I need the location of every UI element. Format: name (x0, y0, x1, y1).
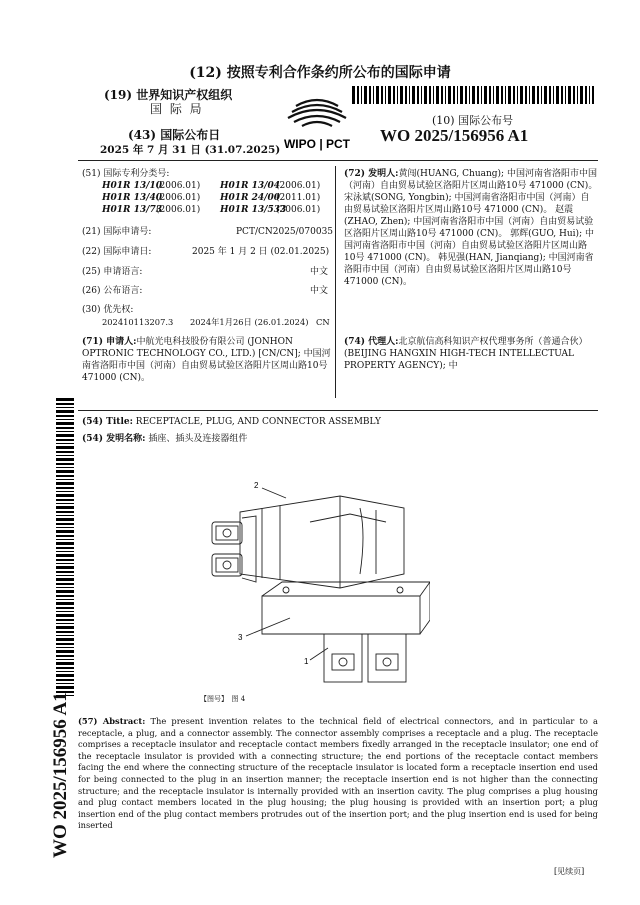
applicant-block (82, 336, 332, 384)
barcode-bar (376, 86, 379, 104)
agent-label: (74) 代理人: (344, 337, 399, 347)
side-barcode-icon (56, 398, 74, 698)
abstract (78, 716, 598, 832)
header-divider (78, 160, 598, 161)
barcode-bar (520, 86, 523, 104)
barcode-bar (585, 86, 587, 104)
barcode-bar (56, 470, 74, 473)
barcode-bar (56, 446, 74, 449)
abstract-label: (57) Abstract: (78, 716, 146, 726)
barcode-bar (477, 86, 479, 104)
barcode-bar (56, 494, 74, 497)
barcode-bar (412, 86, 415, 104)
barcode-bar (501, 86, 503, 104)
barcode-bar (56, 458, 74, 461)
barcode-bar (385, 86, 386, 104)
barcode-bar (381, 86, 383, 104)
barcode-bar (513, 86, 515, 104)
wipo-logo-text: WIPO | PCT (283, 137, 351, 151)
barcode-bar (429, 86, 431, 104)
ipc-version: (2006.01) (156, 205, 201, 215)
barcode-bar (577, 86, 578, 104)
barcode-bar (56, 515, 74, 516)
barcode-bar (436, 86, 439, 104)
barcode-bar (405, 86, 407, 104)
connector-drawing (190, 478, 430, 688)
barcode-bar (445, 86, 446, 104)
barcode-bar (472, 86, 475, 104)
ipc-code: H01R 13/73 (102, 205, 162, 215)
barcode-bar (56, 602, 74, 605)
barcode-bar (56, 631, 74, 633)
barcode-bar (517, 86, 518, 104)
publication-number: WO 2025/156956 A1 (380, 126, 529, 145)
barcode-bar (56, 427, 74, 429)
barcode-bar (56, 607, 74, 609)
barcode-bar (56, 623, 74, 624)
barcode-bar (56, 551, 74, 552)
barcode-bar (56, 539, 74, 540)
priority-label: (30) 优先权: (82, 305, 134, 315)
applicant-label: (71) 申请人: (82, 337, 137, 347)
organization-subtitle: 国 际 局 (150, 102, 204, 116)
barcode-bar (56, 575, 74, 576)
barcode-bar (56, 659, 74, 660)
barcode-bar (56, 643, 74, 645)
barcode-bar (448, 86, 451, 104)
barcode-bar (56, 530, 74, 533)
barcode-bar (553, 86, 554, 104)
barcode-bar (496, 86, 499, 104)
barcode-bar (56, 683, 74, 684)
barcode-bar (580, 86, 583, 104)
ipc-version: (2006.01) (276, 181, 321, 191)
barcode-bar (400, 86, 403, 104)
priority-number: 202410113207.3 (102, 317, 174, 327)
barcode-bar (56, 655, 74, 657)
ipc-code: H01R 13/533 (220, 205, 287, 215)
barcode-bar (489, 86, 491, 104)
barcode-bar (56, 527, 74, 528)
title-zh-text: 插座、插头及连接器组件 (148, 434, 248, 444)
barcode-bar (369, 86, 371, 104)
barcode-bar (56, 431, 74, 432)
barcode-bar (460, 86, 463, 104)
ipc-label: (51) 国际专利分类号: (82, 169, 170, 179)
ipc-version: (2006.01) (276, 205, 321, 215)
barcode-bar (56, 487, 74, 489)
ipc-table (102, 180, 332, 216)
barcode-bar (529, 86, 530, 104)
barcode-bar (556, 86, 559, 104)
barcode-bar (56, 547, 74, 549)
barcode-bar (409, 86, 410, 104)
barcode-bar (56, 403, 74, 405)
filing-language-label: (25) 申请语言: (82, 267, 143, 277)
barcode-bar (56, 587, 74, 588)
barcode-bar (56, 434, 74, 437)
barcode-bar (544, 86, 547, 104)
sidebar-publication-number (50, 692, 80, 858)
barcode-bar (56, 662, 74, 665)
barcode-bar (465, 86, 467, 104)
barcode-bar (56, 583, 74, 585)
publication-number-label: (10) 国际公布号 (432, 114, 514, 127)
barcode-bar (56, 535, 74, 537)
ipc-version: (2006.01) (156, 193, 201, 203)
barcode-bar (56, 650, 74, 653)
ipc-row (102, 204, 332, 216)
title-zh-label: (54) 发明名称: (82, 434, 146, 444)
publication-language: 中文 (310, 286, 329, 296)
barcode-bar (56, 407, 74, 408)
organization-name: (19) 世界知识产权组织 (104, 88, 233, 102)
barcode-bar (56, 419, 74, 420)
title-chinese (82, 433, 247, 445)
barcode-bar (457, 86, 458, 104)
barcode-bar (56, 443, 74, 444)
inventor-block (344, 168, 598, 288)
barcode-bar (56, 542, 74, 545)
barcode-bar (56, 590, 74, 593)
barcode-bar (589, 86, 590, 104)
barcode-bar (505, 86, 506, 104)
barcode-bar (56, 499, 74, 501)
priority-country: CN (316, 317, 330, 327)
publication-language-label: (26) 公布语言: (82, 286, 143, 296)
barcode-bar (56, 422, 74, 425)
figure-label: 1 (304, 657, 309, 666)
barcode-bar (56, 566, 74, 569)
barcode-bar (453, 86, 455, 104)
barcode-bar (56, 563, 74, 564)
barcode-bar (56, 554, 74, 557)
continued-marker: [见续页] (554, 867, 585, 876)
barcode-bar (537, 86, 539, 104)
barcode-bar (56, 479, 74, 480)
barcode-bar (549, 86, 551, 104)
title-english (82, 416, 381, 428)
barcode-bar (484, 86, 487, 104)
barcode-bar (56, 398, 74, 401)
figure-caption: 【图号】 图 4 (200, 695, 246, 703)
barcode-bar (56, 451, 74, 453)
barcode-bar (56, 506, 74, 509)
barcode-bar (469, 86, 470, 104)
ipc-code: H01R 13/04 (220, 181, 280, 191)
barcode-bar (573, 86, 575, 104)
ipc-version: (2011.01) (276, 193, 321, 203)
application-number: PCT/CN2025/070035 (236, 227, 334, 237)
barcode-bar (56, 503, 74, 504)
barcode-bar (56, 647, 74, 648)
title-divider (78, 410, 598, 411)
filing-language: 中文 (310, 267, 329, 277)
barcode-bar (56, 626, 74, 629)
barcode-bar (56, 614, 74, 617)
publication-date-label: (43) 国际公布日 (128, 128, 221, 142)
barcode-bar (481, 86, 482, 104)
barcode-bar (388, 86, 391, 104)
barcode-bar (532, 86, 535, 104)
sidebar-code-text: WO 2025/156956 A1 (50, 692, 71, 858)
wipo-logo (268, 92, 366, 154)
barcode-bar (56, 523, 74, 525)
barcode-bar (56, 439, 74, 441)
barcode-bar (56, 674, 74, 677)
barcode-bar (56, 455, 74, 456)
barcode-bar (493, 86, 494, 104)
barcode-bar (56, 571, 74, 573)
barcode-bar (56, 518, 74, 521)
barcode-bar (56, 638, 74, 641)
barcode-bar (56, 671, 74, 672)
barcode-bar (56, 667, 74, 669)
barcode-bar (56, 686, 74, 689)
figure-label: 2 (254, 481, 259, 490)
priority-date: 2024年1月26日 (26.01.2024) (190, 317, 309, 327)
barcode-bar (433, 86, 434, 104)
barcode-bar (56, 467, 74, 468)
barcode-bar (568, 86, 571, 104)
barcode-bar (56, 611, 74, 612)
barcode-bar (56, 511, 74, 513)
barcode-bar (508, 86, 511, 104)
ipc-code: H01R 13/10 (102, 181, 162, 191)
filing-date: 2025 年 1 月 2 日 (02.01.2025) (192, 247, 330, 257)
barcode-bar (541, 86, 542, 104)
filing-date-label: (22) 国际申请日: (82, 247, 152, 257)
barcode-bar (421, 86, 422, 104)
ipc-row (102, 180, 332, 192)
barcode-bar (424, 86, 427, 104)
abstract-text: The present invention relates to the technical field of electrical connectors, and in particular to a receptacle, a plug, and a connector assembly. The connector assembly comprises a receptacle and a plug. The receptacle comprises a receptacle insulator and receptacle contact members fixedly arranged in the receptacle insulator; one end of the receptacle insulator is provided with a connecting structure; the end portions of the receptacle contact members facing the end where the connecting structure of the receptacle insulator is located form a receptacle insertion end used for being connected to the plug in an insertion manner; the receptacle insertion end is not higher than the connecting structure; and the receptacle insulator is internally provided with an insertion cavity. The plug comprises a plug housing and plug contact members located in the plug housing; the plug housing is provided with an insertion port; a plug insertion end of the plug contact members protrudes out of the insertion port; and the plug insertion end is used for being inserted (78, 716, 598, 831)
barcode-bar (417, 86, 419, 104)
agent-block (344, 336, 598, 372)
barcode-bar (56, 599, 74, 600)
barcode-bar (56, 475, 74, 477)
barcode-bar (56, 415, 74, 417)
barcode-bar (592, 86, 594, 104)
barcode-bar (56, 491, 74, 492)
barcode-bar (56, 410, 74, 413)
barcode-bar (441, 86, 443, 104)
inventor-label: (72) 发明人: (344, 169, 399, 179)
document-title: (12) 按照专利合作条约所公布的国际申请 (189, 65, 451, 81)
ipc-row (102, 192, 332, 204)
title-en-label: (54) Title: (82, 417, 133, 427)
title-en-text: RECEPTACLE, PLUG, AND CONNECTOR ASSEMBLY (135, 417, 381, 427)
ipc-version: (2006.01) (156, 181, 201, 191)
figure-label: 3 (238, 633, 243, 642)
barcode-bar (525, 86, 527, 104)
barcode-bar (56, 595, 74, 597)
barcode-bar (393, 86, 395, 104)
barcode-bar (397, 86, 398, 104)
barcode-bar (56, 559, 74, 561)
agent-text: 北京航信高科知识产权代理事务所（普通合伙） (BEIJING HANGXIN HIGH-TECH INTELLECTUAL PROPERTY AGENCY); 中 (344, 337, 588, 371)
barcode-bar (56, 463, 74, 465)
applicant-text: 中航光电科技股份有限公司 (JONHON OPTRONIC TECHNOLOGY CO., LTD.) [CN/CN]; 中国河南省洛阳市中国（河南）自由贸易试验区洛阳片区周山路10号 471000 (CN)。 (82, 337, 331, 383)
barcode-icon (352, 86, 594, 104)
barcode-bar (56, 635, 74, 636)
barcode-bar (561, 86, 563, 104)
barcode-bar (56, 482, 74, 485)
ipc-code: H01R 13/40 (102, 193, 162, 203)
application-number-label: (21) 国际申请号: (82, 227, 152, 237)
barcode-bar (56, 619, 74, 621)
column-divider (335, 166, 336, 398)
barcode-bar (565, 86, 566, 104)
publication-date: 2025 年 7 月 31 日 (31.07.2025) (100, 144, 281, 156)
barcode-bar (56, 679, 74, 681)
barcode-bar (56, 578, 74, 581)
ipc-code: H01R 24/00 (220, 193, 280, 203)
barcode-bar (373, 86, 374, 104)
inventor-text: 黄闯(HUANG, Chuang); 中国河南省洛阳市中国（河南）自由贸易试验区洛阳片区周山路10号 471000 (CN)。 宋泳斌(SONG, Yongbin); 中国河南省洛阳市中国（河南）自由贸易试验区洛阳片区周山路10号 471000 (CN)。 赵震(ZHAO, Zhen); 中国河南省洛阳市中国（河南）自由贸易试验区洛阳片区周山路10号 471000 (CN)。 郭辉(GUO, Hui); 中国河南省洛阳市中国（河南）自由贸易试验区洛阳片区周山路10号 471000 (CN)。 韩见强(HAN, Jianqiang); 中国河南省洛阳市中国（河南）自由贸易试验区洛阳片区周山路10号 471000 (CN)。 (344, 169, 598, 287)
